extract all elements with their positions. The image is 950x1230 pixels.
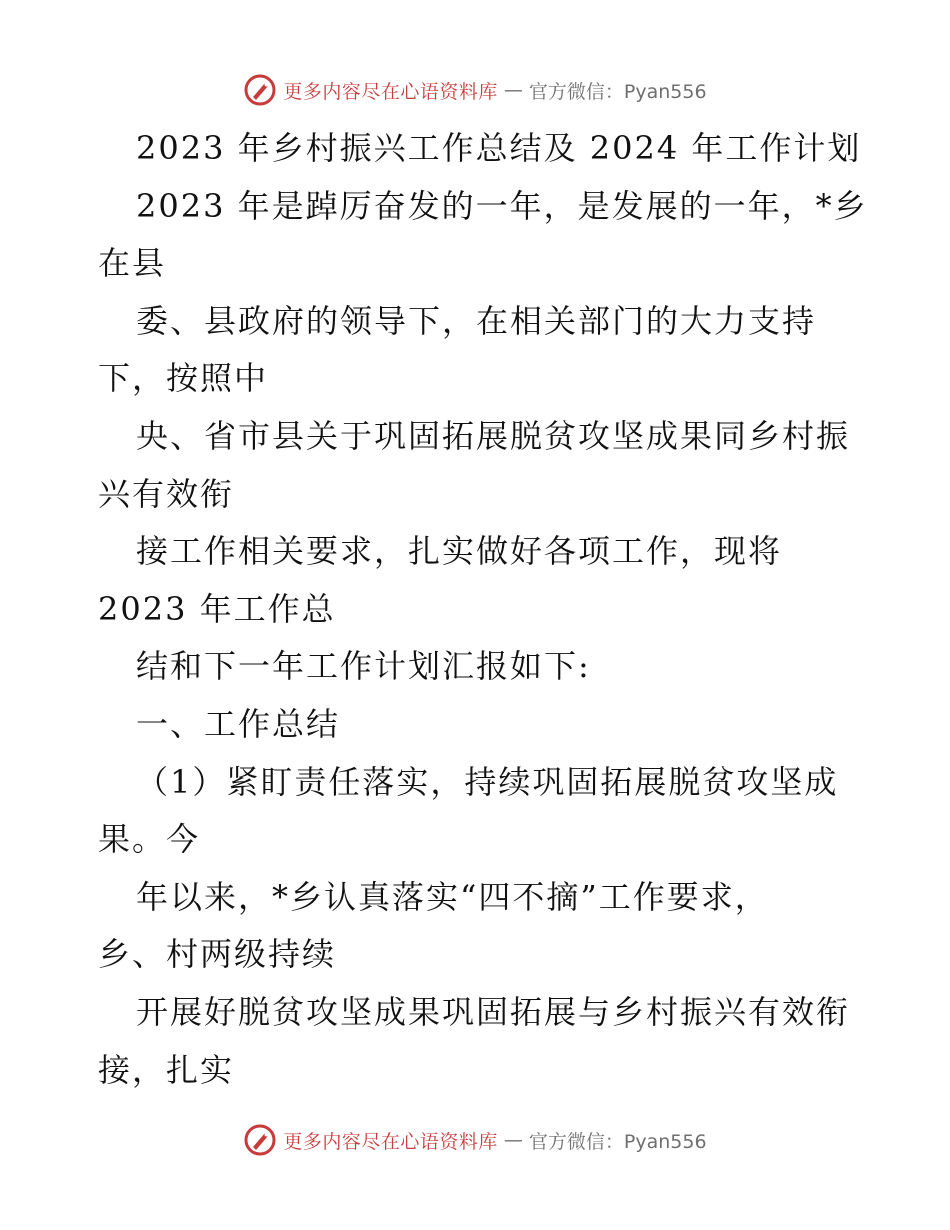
watermark-contact-text: 官方微信：Pyan556 bbox=[528, 1130, 707, 1153]
paragraph-line: 央、省市县关于巩固拓展脱贫攻坚成果同乡村振 bbox=[136, 416, 851, 455]
paragraph-line: 年以来，*乡认真落实“四不摘”工作要求， bbox=[136, 877, 769, 916]
watermark-separator: — bbox=[503, 1129, 523, 1151]
paragraph-line: 结和下一年工作计划汇报如下: bbox=[136, 647, 591, 686]
paragraph-line: 果。今 bbox=[98, 820, 201, 859]
paragraph-line: 下，按照中 bbox=[98, 359, 269, 398]
paragraph-line: 2023 年工作总 bbox=[98, 589, 336, 628]
paragraph-line: 兴有效衔 bbox=[98, 474, 235, 513]
paragraph-line: 接工作相关要求，扎实做好各项工作，现将 bbox=[136, 532, 783, 571]
paragraph-line: 乡、村两级持续 bbox=[98, 935, 337, 974]
document-body bbox=[98, 120, 898, 1099]
document-title: 2023 年乡村振兴工作总结及 2024 年工作计划 bbox=[136, 129, 862, 167]
watermark-footer bbox=[0, 1120, 950, 1160]
watermark-header bbox=[0, 70, 950, 110]
pen-nib-circle-icon bbox=[243, 73, 277, 107]
section-heading: 一、工作总结 bbox=[136, 704, 341, 743]
paragraph-line: 委、县政府的领导下，在相关部门的大力支持 bbox=[136, 301, 817, 340]
paragraph-line: 2023 年是踔厉奋发的一年，是发展的一年，*乡 bbox=[136, 186, 868, 225]
watermark-brand-text: 更多内容尽在心语资料库 bbox=[283, 80, 498, 103]
watermark-brand-text: 更多内容尽在心语资料库 bbox=[283, 1130, 498, 1153]
pen-nib-circle-icon bbox=[243, 1123, 277, 1157]
paragraph-line: 在县 bbox=[98, 244, 167, 283]
paragraph-line: 开展好脱贫攻坚成果巩固拓展与乡村振兴有效衔 bbox=[136, 992, 851, 1031]
subsection-heading: （1）紧盯责任落实，持续巩固拓展脱贫攻坚成 bbox=[136, 762, 839, 801]
paragraph-line: 接，扎实 bbox=[98, 1050, 235, 1089]
watermark-contact-text: 官方微信：Pyan556 bbox=[528, 80, 707, 103]
watermark-separator: — bbox=[503, 79, 523, 101]
